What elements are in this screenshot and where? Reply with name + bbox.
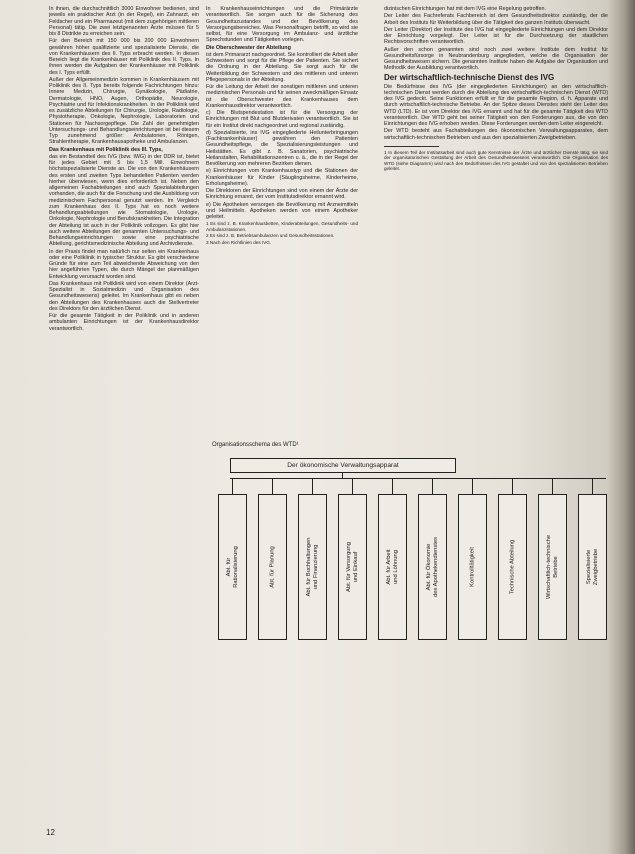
- org-unit-box: [258, 494, 287, 640]
- paragraph: In der Praxis findet man natürlich nur selten ein Krankenhaus oder eine Poliklinik in typischer Struktur. Es gibt verschiedene Gründe für eine zum Teil abweichende Abweichung von den hier angeführten Typen, die durch Mängel der planmäßigen Entwicklung verursacht worden sind.: [49, 248, 199, 280]
- org-unit-label: Abt. für Rationalisierung: [225, 546, 239, 588]
- section-heading: Der wirtschaftlich-technische Dienst des IVG: [384, 72, 555, 82]
- footnote: 3 Nach den Richtlinien des IVG.: [206, 239, 272, 245]
- paragraph: dizinischen Einrichtungen hat mit dem IVG eine Regelung getroffen.: [384, 6, 547, 12]
- paragraph: Für die gesamte Tätigkeit in der Poliklinik und in anderen ambulanten Einrichtungen ist der Krankenhausdirektor verantwortlich.: [49, 313, 199, 332]
- org-unit-label: Abt. für Planung: [269, 546, 276, 588]
- text-column-2: [206, 6, 358, 426]
- paragraph: d) Spezialisierte, ins IVG eingegliederte Heilunterbringungen (Fachkrankenhäuser) gewähren den Patienten Gesundheitspflege, die Spezialisierungsleistungen und Heilstätten. Es gibt z. B. Sanatorien, psychiatrische Heilanstalten, Rehabilitationszentren u. ä., die in der Regel der Bevölkerung von mehreren Bezirken dienen.: [206, 129, 358, 167]
- org-unit-label: Abt. für Versorgung und Einkauf: [345, 542, 359, 592]
- paragraph: Die Bedürfnisse des IVG (der eingegliederten Einrichtungen) an den wirtschaftlich-technischen Dienst werden durch die Abteilung des wirtschaftlich-technischen Dienst (WTD) des IVG gedeckt. Seine Funktionen erfüllt er für die gesamte Region, d. h. Apparate und durch wirtschaftlich-technische Betriebe. An der Spitze dieses Dienstes steht der Leiter des WTD (LTD). Er ist vom Direktor des IVG ernannt und hat für die gesamte Tätigkeit des WTD verantwortlich. Der WTD geht bei seiner Tätigkeit von den Forderungen aus, die von den Einrichtungen des IVG erhoben werden. Diese Forderungen werden dem Leiter eingereicht.: [384, 83, 608, 127]
- paragraph: das ein Bestandteil des IVG (bzw. IWG) in der DDR ist, bietet für jedes Gebiet mit 5 bis 1,5 Mill. Einwohnern höchstspezialisierte Dienste an. Die von den Krankenhäusern des ersten und zweiten Typs behandelten Patienten werden hierher überwiesen, wenn dies erforderlich ist. Neben den allgemeinen Fachabteilungen sind auch Spezialabteilungen vorhanden, die auch für die Forschung und die Ausbildung von medizinischem Fachpersonal genutzt werden. Im Vergleich zum Krankenhaus des II. Typs hat es noch weitere Behandlungsabteilungen wie Stomatologie, Urologie, Onkologie, Nephrologie und Berufskrankheiten. Die Integration der Abteilung ist auch in der Poliklinik vollzogen. Es gibt hier auch weitere Abteilungen der genannten Untersuchungs- und Behandlungseinrichtungen sowie eine psychiatrische Abteilung, gerichtsmedizinische Abteilung und Archivdienste.: [49, 153, 199, 248]
- org-unit-label: Spezialisierte Zweigbetriebe: [585, 548, 599, 586]
- connector-vertical: [232, 478, 233, 494]
- org-unit-box: [378, 494, 407, 640]
- paragraph: Außer den schon genannten sind noch zwei weitere Institute dem Institut für Gesundheitsfürsorge in Neubrandenburg angegliedert, welche die Organisation der Gesundheitswesen sichern. Die genannten Institute haben die Aufgabe der Organisation und Methodik der Ausbildung verantwortlich.: [384, 46, 608, 72]
- org-unit-label: Kontrolltätigkeit: [469, 547, 476, 587]
- org-unit-box: [458, 494, 487, 640]
- paragraph: Der WTD besteht aus Fachabteilungen des ökonomischen Verwaltungsapparates, dem wirtschaftlich-technischen Betrieben und aus den spezialisierten Zweigbetrieben.: [384, 128, 608, 141]
- org-unit-box: [298, 494, 327, 640]
- paragraph: e) Einrichtungen vom Krankenhaustyp und die Stationen der Krankenhäuser für Kinder (Säuglingsheime, Kinderheime, Erholungsheime).: [206, 168, 358, 187]
- connector-horizontal: [230, 478, 606, 479]
- paragraph: Der Leiter des Fachreferats Fachbereich ist dem Gesundheitsdirektor zuständig, der die Arbeit des Instituts für Weiterbildung über die Tätigkeit des ganzen Instituts überwacht.: [384, 13, 608, 26]
- paragraph: ist dem Primararzt nachgeordnet. Sie kontrolliert die Arbeit aller Schwestern und sorgt für die Pflege der Patienten. Sie sichert die Ordnung in der Abteilung. Sie sorgt auch für die Weiterbildung der Schwestern und des mittleren und unteren Pflegepersonals in der Abteilung.: [206, 51, 358, 83]
- connector-vertical: [432, 478, 433, 494]
- connector-vertical: [512, 478, 513, 494]
- org-unit-box: [498, 494, 527, 640]
- connector-vertical: [352, 478, 353, 494]
- org-unit-label: Abt. für Arbeit und Löhnung: [385, 549, 399, 585]
- org-unit-box: [418, 494, 447, 640]
- org-unit-box: [538, 494, 567, 640]
- footnote: 2 Es sind z. B. Betriebsambulanzen und Gesundheitsstationen.: [206, 233, 335, 239]
- paragraph: In Krankenhauseinrichtungen und die Primärärzte verantwortlich. Sie sorgen auch für die Sicherung des Gesundheitszustandes und der Bevölkerung des Versorgungsbereiches. Was Personalfragen betrifft, so wird sie selbst, für eine Versorgung im Ambulanz- und ärztliche Sprechstunden und Tätigkeiten vorlegen.: [206, 6, 358, 44]
- paragraph: Das Krankenhaus mit Poliklinik des III. Typs,: [49, 146, 163, 153]
- connector-vertical: [552, 478, 553, 494]
- org-unit-label: Technische Abteilung: [509, 539, 516, 595]
- connector-vertical: [592, 478, 593, 494]
- org-unit-box: [578, 494, 607, 640]
- org-unit-label: Abt. für Ökonomie des Apothekendienstes: [425, 537, 439, 597]
- paragraph: Für den Bereich mit 150 000 bis 200 000 Einwohnern gewähren höher qualifizierte und spezialisierte Dienste, die von Krankenhäusern des II. Typs erbracht werden. In diesen Bereich liegt die Krankenhäuser mit Poliklinik des II. Typs. In ihnen werden die Aufgaben der Krankenhäuser mit Poliklinik des I. Typs erfüllt.: [49, 38, 199, 76]
- paragraph: Für die Leitung der Arbeit der sonstigen mittleren und unteren medizinischen Personals und für seinen zweckmäßigen Einsatz ist die Oberschwester des Krankenhauses dem Krankenhausdirektor verantwortlich.: [206, 84, 358, 109]
- text-column-1: [49, 6, 199, 736]
- org-unit-box: [218, 494, 247, 640]
- footnote: 1 In diesem Teil der Institutsarbeit sind auch gute Kenntnisse der Ärzte und ärztlicher Dienste tätig; sie sind der organisatorischen Gestaltung der Arbeit des Gesundheitswesens verantwortlich. Die Organisation des WTD (siehe Diagramm) wird nach den Bedürfnissen des IVG gestaltet und von den spezialisierten Betrieben geleitet.: [384, 149, 608, 172]
- org-unit-label: Wirtschaftlich-technische Betriebe: [545, 534, 559, 600]
- paragraph: Außer der Allgemeinmedizin kommen in Krankenhäusern mit Poliklinik des II. Typs bereits folgende Fachrichtungen hinzu: Innere Medizin, Chirurgie, Gynäkologie, Pädiatrie, Dermatologie, HNO, Augen, Orthopädie, Neurologie, Psychiatrie und für Infektionskrankheiten. In der Poliklinik wird es zusätzliche Abteilungen für Chirurgie, Urologie, Radiologie, Physiotherapie, Onkologie, Nephrologie, Laboratorien und Stationen für Nachsorgepflege. Die Zahl der genehmigten Untersuchungs- und Behandlungseinrichtungen ist bei diesem Typ zunehmend größer: Ambulatorien, Röntgen, Strahlentherapie, Krankenhausapotheke und Ambulanzen.: [49, 76, 199, 146]
- connector-vertical: [392, 478, 393, 494]
- paragraph: e) Die Apotheken versorgen die Bevölkerung mit Arzneimitteln und Heilmitteln. Apotheken werden von einem Apotheker geleitet.: [206, 201, 358, 220]
- paragraph: Die Direktoren der Einrichtungen sind von einem der Ärzte der Einrichtung ernannt, der vom Institutsdirektor ernannt wird.: [206, 188, 358, 201]
- org-top-box: Der ökonomische Verwaltungsapparat: [230, 458, 456, 473]
- page-number: 12: [46, 828, 55, 837]
- footnote-rule: [384, 146, 439, 147]
- connector-vertical: [272, 478, 273, 494]
- org-unit-box: [338, 494, 367, 640]
- paragraph: Das Krankenhaus mit Poliklinik wird von einem Direktor (Arzt-Spezialist in Sozialmedizin und Organisation des Gesundheitswesens) geleitet. Im Krankenhaus gibt es neben den Abteilungen des Krankenhauses auch die Stellvertreter des Direktors für den ärztlichen Dienst.: [49, 280, 199, 312]
- paragraph: c) Die Blutspendestation ist für die Versorgung der Einrichtungen mit Blut und Blutderivaten verantwortlich. Sie ist für ein Institut direkt nachgeordnet und regional zuständig.: [206, 110, 358, 129]
- org-unit-label: Abt. für Buchhaltungen und Finanzierung: [305, 537, 319, 597]
- connector-vertical: [472, 478, 473, 494]
- paragraph: Die Oberschwester der Abteilung: [206, 44, 291, 51]
- diagram-title: Organisationsschema des WTD¹: [212, 442, 299, 448]
- paragraph: Der Leiter (Direktor) der Institute des IVG hat eingegliederte Einrichtungen und dem Direktor der Einrichtung vorgelegt. Der Leiter ist für die Durchsetzung der staatlichen Rechtsvorschriften verantwortlich.: [384, 26, 608, 46]
- connector-vertical: [312, 478, 313, 494]
- footnote: 1 Es sind z. B. Krankenhausbetten, Kinderabteilungen, Gesundheits- und Ambulanzstationen.: [206, 221, 358, 232]
- paragraph: In ihnen, die durchschnittlich 3000 Einwohner bedienen, sind jeweils ein praktischer Arzt (in der Regel), ein Zahnarzt, ein Feldscher und ein Pharmazeut (mit dem zugehörigen mittleren Personal) tätig. Die zwei letztgenannten Ärzte müssen für 5 bis 8 Distrikte zu erreichen sein.: [49, 6, 199, 37]
- page-fold-shadow: [608, 0, 635, 854]
